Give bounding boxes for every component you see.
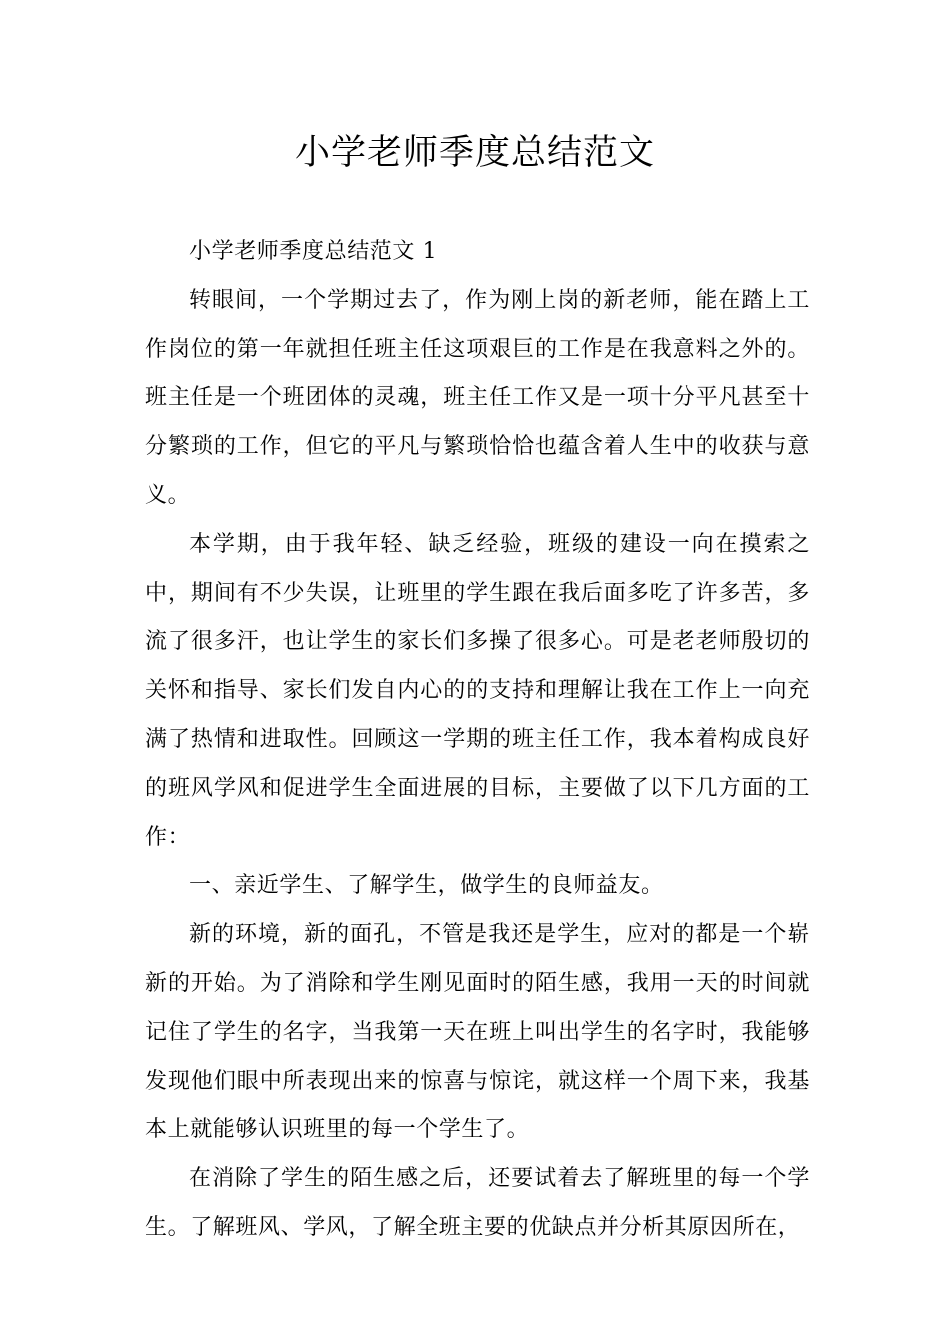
paragraph: 新的环境，新的面孔，不管是我还是学生，应对的都是一个崭新的开始。为了消除和学生刚见面时的陌生感，我用一天的时间就记住了学生的名字，当我第一天在班上叫出学生的名字时，我能够发现他们眼中所表现出来的惊喜与惊诧，就这样一个周下来，我基本上就能够认识班里的每一个学生了。 <box>145 922 810 1143</box>
paragraph: 在消除了学生的陌生感之后，还要试着去了解班里的每一个学生。了解班风、学风，了解全班主要的优缺点并分析其原因所在， <box>145 1166 810 1240</box>
paragraph-heading: 小学老师季度总结范文 1 <box>189 239 438 264</box>
paragraph: 转眼间，一个学期过去了，作为刚上岗的新老师，能在踏上工作岗位的第一年就担任班主任这项艰巨的工作是在我意料之外的。班主任是一个班团体的灵魂，班主任工作又是一项十分平凡甚至十分繁琐的工作，但它的平凡与繁琐恰恰也蕴含着人生中的收获与意义。 <box>145 287 810 508</box>
section-heading: 一、亲近学生、了解学生，做学生的良师益友。 <box>189 873 664 899</box>
document-body <box>145 228 810 1253</box>
document-title: 小学老师季度总结范文 <box>294 133 655 173</box>
paragraph: 本学期，由于我年轻、缺乏经验，班级的建设一向在摸索之中，期间有不少失误，让班里的学生跟在我后面多吃了许多苦，多流了很多汗，也让学生的家长们多操了很多心。可是老老师殷切的关怀和指导、家长们发自内心的的支持和理解让我在工作上一向充满了热情和进取性。回顾这一学期的班主任工作，我本着构成良好的班风学风和促进学生全面进展的目标，主要做了以下几方面的工作： <box>145 531 810 850</box>
